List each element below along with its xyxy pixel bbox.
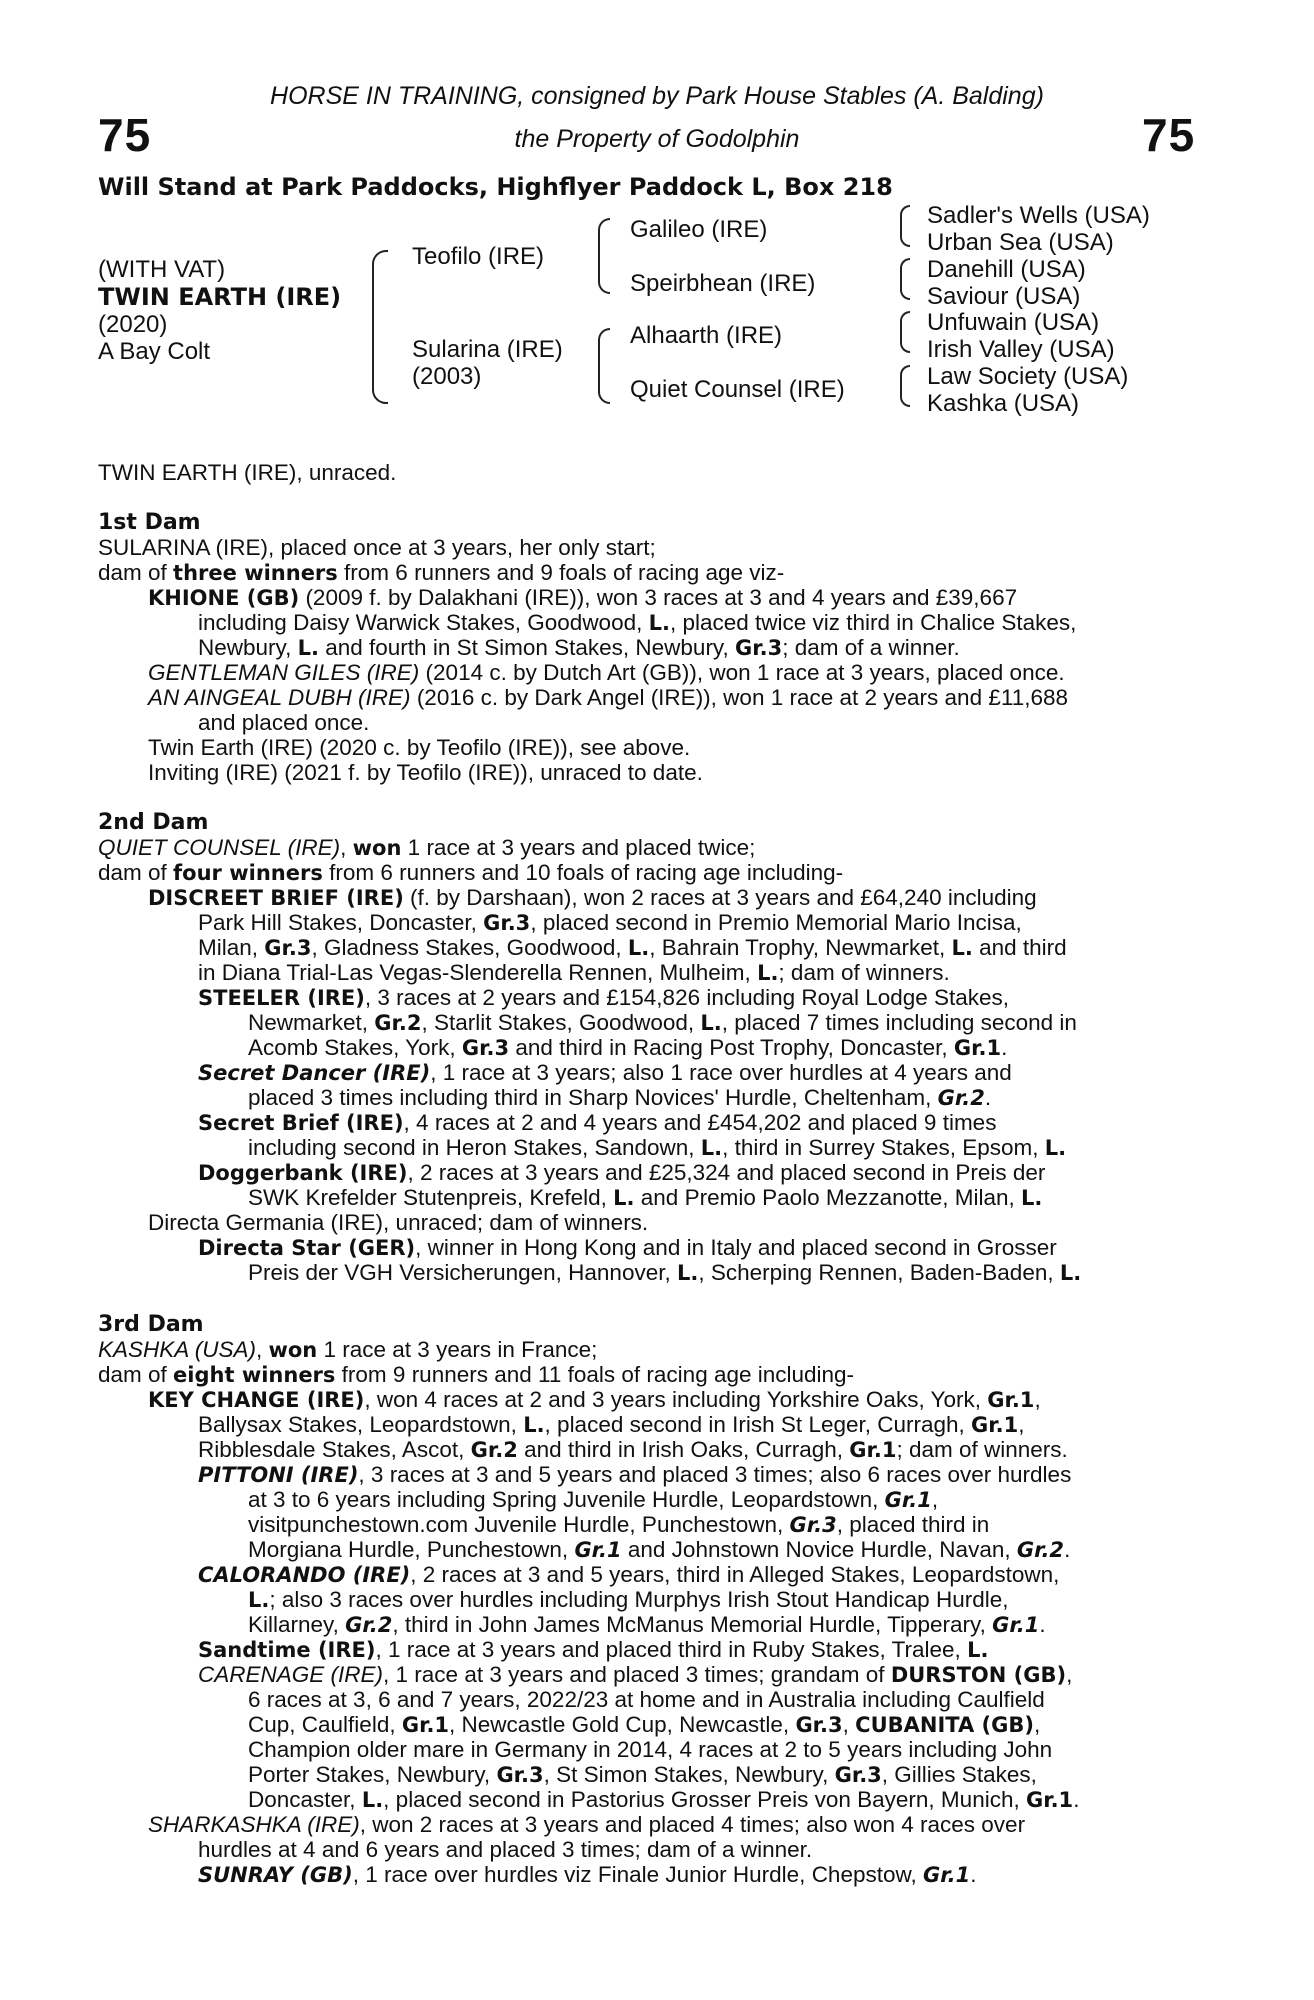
pittoni-line: PITTONI (IRE), 3 races at 3 and 5 years and placed 3 times; also 6 races over hurdles: [198, 1462, 1072, 1487]
gentleman-giles-line: GENTLEMAN GILES (IRE) (2014 c. by Dutch Art (GB)), won 1 race at 3 years, placed once.: [148, 660, 1065, 685]
brace-gen3-2: [900, 258, 910, 300]
sandtime-line: Sandtime (IRE), 1 race at 3 years and placed third in Ruby Stakes, Tralee, L.: [198, 1637, 989, 1662]
horse-description: A Bay Colt: [98, 338, 211, 365]
ssd: Urban Sea (USA): [927, 229, 1114, 256]
steeler-line-3: Acomb Stakes, York, Gr.3 and third in Racing Post Trophy, Doncaster, Gr.1.: [248, 1035, 1008, 1060]
discreet-brief-line-4: in Diana Trial-Las Vegas-Slenderella Rennen, Mulheim, L.; dam of winners.: [198, 960, 950, 985]
unraced-summary: TWIN EARTH (IRE), unraced.: [98, 460, 397, 485]
pittoni-line-3: visitpunchestown.com Juvenile Hurdle, Punchestown, Gr.3, placed third in: [248, 1512, 990, 1537]
carenage-line-3: Cup, Caulfield, Gr.1, Newcastle Gold Cup, Newcastle, Gr.3, CUBANITA (GB),: [248, 1712, 1041, 1737]
carenage-line-5: Porter Stakes, Newbury, Gr.3, St Simon Stakes, Newbury, Gr.3, Gillies Stakes,: [248, 1762, 1037, 1787]
secret-brief-line: Secret Brief (IRE), 4 races at 2 and 4 years and £454,202 and placed 9 times: [198, 1110, 997, 1135]
doggerbank-line: Doggerbank (IRE), 2 races at 3 years and £25,324 and placed second in Preis der: [198, 1160, 1046, 1185]
dam: Sularina (IRE): [412, 336, 563, 363]
twin-earth-line: Twin Earth (IRE) (2020 c. by Teofilo (IRE)), see above.: [148, 735, 691, 760]
sds: Danehill (USA): [927, 256, 1086, 283]
sharkashka-line: SHARKASHKA (IRE), won 2 races at 3 years and placed 4 times; also won 4 races over: [148, 1812, 1026, 1837]
second-dam-line: QUIET COUNSEL (IRE), won 1 race at 3 years and placed twice;: [98, 835, 756, 860]
sdd: Saviour (USA): [927, 283, 1081, 310]
dss: Unfuwain (USA): [927, 309, 1100, 336]
brace-sire: [598, 218, 610, 294]
horse-name: TWIN EARTH (IRE): [98, 283, 342, 311]
an-aingeal-dubh-line-2: and placed once.: [198, 710, 370, 735]
second-dam-produce: dam of four winners from 6 runners and 10 foals of racing age including-: [98, 860, 844, 885]
dam-year: (2003): [412, 363, 482, 390]
ddd: Kashka (USA): [927, 390, 1080, 417]
brace-gen3-1: [900, 205, 910, 247]
consignor-line: HORSE IN TRAINING, consigned by Park House Stables (A. Balding): [270, 82, 1044, 110]
calorando-line: CALORANDO (IRE), 2 races at 3 and 5 years, third in Alleged Stakes, Leopardstown,: [198, 1562, 1060, 1587]
dds: Law Society (USA): [927, 363, 1129, 390]
secret-brief-line-2: including second in Heron Stakes, Sandown, L., third in Surrey Stakes, Epsom, L.: [248, 1135, 1067, 1160]
calorando-line-3: Killarney, Gr.2, third in John James McManus Memorial Hurdle, Tipperary, Gr.1.: [248, 1612, 1046, 1637]
carenage-line-4: Champion older mare in Germany in 2014, 4 races at 2 to 5 years including John: [248, 1737, 1053, 1762]
key-change-line: KEY CHANGE (IRE), won 4 races at 2 and 3 years including Yorkshire Oaks, York, Gr.1,: [148, 1387, 1041, 1412]
directa-germania-line: Directa Germania (IRE), unraced; dam of winners.: [148, 1210, 649, 1235]
sire: Teofilo (IRE): [412, 243, 545, 270]
pittoni-line-4: Morgiana Hurdle, Punchestown, Gr.1 and Johnstown Novice Hurdle, Navan, Gr.2.: [248, 1537, 1071, 1562]
carenage-line-6: Doncaster, L., placed second in Pastorius Grosser Preis von Bayern, Munich, Gr.1.: [248, 1787, 1080, 1812]
second-dam-heading: 2nd Dam: [98, 810, 209, 835]
brace-gen3-3: [900, 311, 910, 353]
sharkashka-line-2: hurdles at 4 and 6 years and placed 3 times; dam of a winner.: [198, 1837, 813, 1862]
sunray-line: SUNRAY (GB), 1 race over hurdles viz Finale Junior Hurdle, Chepstow, Gr.1.: [198, 1862, 977, 1887]
first-dam-produce: dam of three winners from 6 runners and 9 foals of racing age viz-: [98, 560, 785, 585]
an-aingeal-dubh-line: AN AINGEAL DUBH (IRE) (2016 c. by Dark Angel (IRE)), won 1 race at 2 years and £11,688: [148, 685, 1068, 710]
directa-star-line-2: Preis der VGH Versicherungen, Hannover, L., Scherping Rennen, Baden-Baden, L.: [248, 1260, 1082, 1285]
calorando-line-2: L.; also 3 races over hurdles including Murphys Irish Stout Handicap Hurdle,: [248, 1587, 1009, 1612]
horse-vat: (WITH VAT): [98, 256, 226, 283]
discreet-brief-line-2: Park Hill Stakes, Doncaster, Gr.3, placed second in Premio Memorial Mario Incisa,: [198, 910, 1022, 935]
brace-dam: [598, 328, 610, 404]
secret-dancer-line: Secret Dancer (IRE), 1 race at 3 years; also 1 race over hurdles at 4 years and: [198, 1060, 1012, 1085]
brace-gen1: [372, 250, 388, 404]
sire-dam: Speirbhean (IRE): [630, 270, 816, 297]
first-dam-heading: 1st Dam: [98, 510, 201, 535]
sire-sire: Galileo (IRE): [630, 216, 768, 243]
lot-number-right: 75: [1142, 109, 1196, 161]
carenage-line: CARENAGE (IRE), 1 race at 3 years and placed 3 times; grandam of DURSTON (GB),: [198, 1662, 1073, 1687]
key-change-line-3: Ribblesdale Stakes, Ascot, Gr.2 and third in Irish Oaks, Curragh, Gr.1; dam of winners.: [198, 1437, 1068, 1462]
inviting-line: Inviting (IRE) (2021 f. by Teofilo (IRE)), unraced to date.: [148, 760, 703, 785]
doggerbank-line-2: SWK Krefelder Stutenpreis, Krefeld, L. and Premio Paolo Mezzanotte, Milan, L.: [248, 1185, 1043, 1210]
khione-line: KHIONE (GB) (2009 f. by Dalakhani (IRE)), won 3 races at 3 and 4 years and £39,667: [148, 585, 1018, 610]
discreet-brief-line: DISCREET BRIEF (IRE) (f. by Darshaan), won 2 races at 3 years and £64,240 including: [148, 885, 1037, 910]
dsd: Irish Valley (USA): [927, 336, 1115, 363]
brace-gen3-4: [900, 365, 910, 407]
third-dam-heading: 3rd Dam: [98, 1312, 204, 1337]
khione-line-2: including Daisy Warwick Stakes, Goodwood, L., placed twice viz third in Chalice Stakes,: [198, 610, 1077, 635]
property-line: the Property of Godolphin: [514, 125, 800, 153]
steeler-line-2: Newmarket, Gr.2, Starlit Stakes, Goodwood, L., placed 7 times including second in: [248, 1010, 1077, 1035]
dam-sire: Alhaarth (IRE): [630, 322, 783, 349]
carenage-line-2: 6 races at 3, 6 and 7 years, 2022/23 at home and in Australia including Caulfield: [248, 1687, 1045, 1712]
khione-line-3: Newbury, L. and fourth in St Simon Stakes, Newbury, Gr.3; dam of a winner.: [198, 635, 960, 660]
lot-number-left: 75: [98, 109, 152, 161]
discreet-brief-line-3: Milan, Gr.3, Gladness Stakes, Goodwood, L., Bahrain Trophy, Newmarket, L. and third: [198, 935, 1067, 960]
directa-star-line: Directa Star (GER), winner in Hong Kong and in Italy and placed second in Grosser: [198, 1235, 1057, 1260]
stable-location: Will Stand at Park Paddocks, Highflyer Paddock L, Box 218: [98, 173, 893, 201]
third-dam-line: KASHKA (USA), won 1 race at 3 years in France;: [98, 1337, 598, 1362]
first-dam-line: SULARINA (IRE), placed once at 3 years, her only start;: [98, 535, 656, 560]
horse-year: (2020): [98, 311, 168, 338]
third-dam-produce: dam of eight winners from 9 runners and 11 foals of racing age including-: [98, 1362, 855, 1387]
steeler-line: STEELER (IRE), 3 races at 2 years and £154,826 including Royal Lodge Stakes,: [198, 985, 1010, 1010]
dam-dam: Quiet Counsel (IRE): [630, 376, 845, 403]
sss: Sadler's Wells (USA): [927, 202, 1150, 229]
key-change-line-2: Ballysax Stakes, Leopardstown, L., placed second in Irish St Leger, Curragh, Gr.1,: [198, 1412, 1025, 1437]
pittoni-line-2: at 3 to 6 years including Spring Juvenile Hurdle, Leopardstown, Gr.1,: [248, 1487, 939, 1512]
secret-dancer-line-2: placed 3 times including third in Sharp Novices' Hurdle, Cheltenham, Gr.2.: [248, 1085, 992, 1110]
